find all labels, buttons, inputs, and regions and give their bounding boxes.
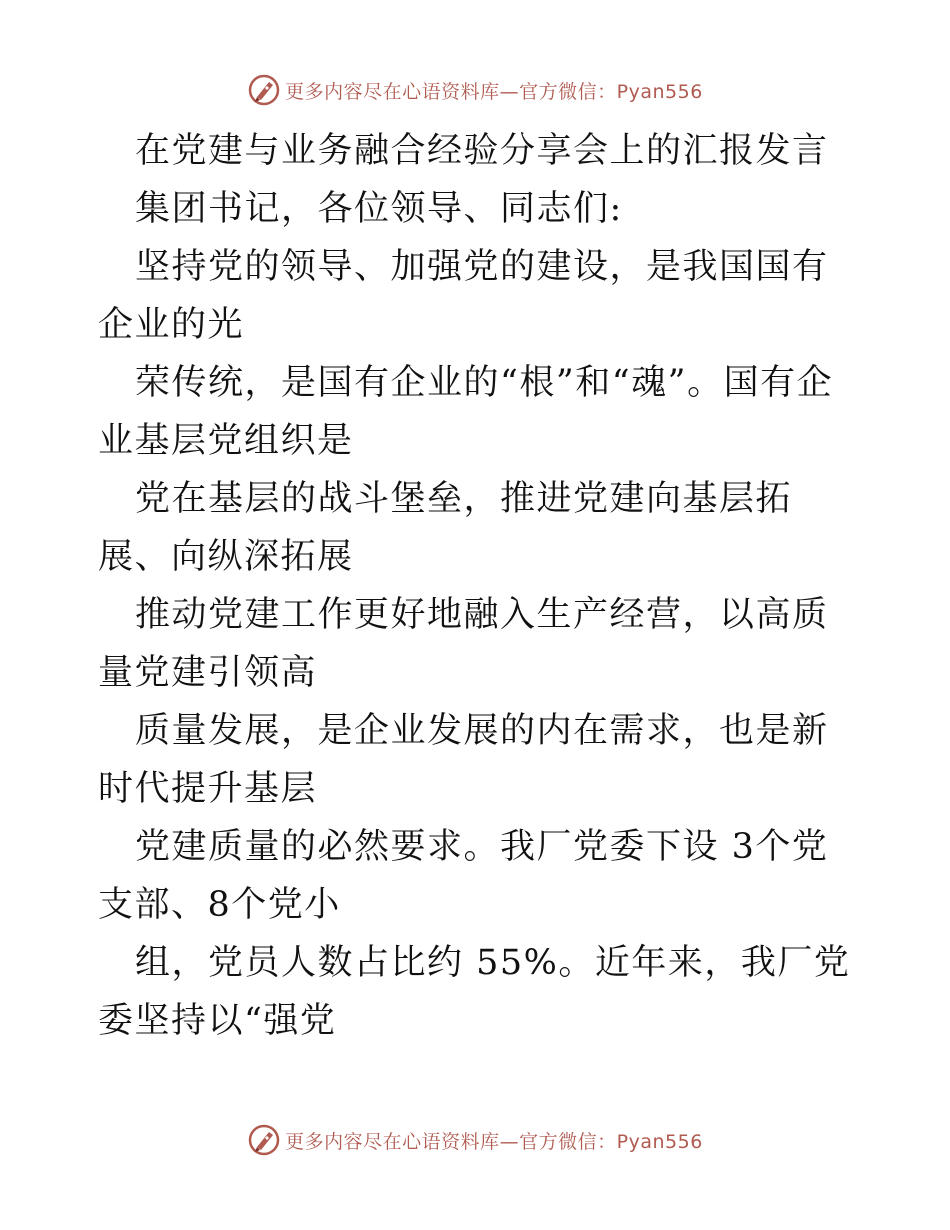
document-title: 在党建与业务融合经验分享会上的汇报发言 xyxy=(135,131,829,171)
paragraph: 推动党建工作更好地融入生产经营，以高质量党建引领高 xyxy=(98,595,829,693)
paragraph: 质量发展，是企业发展的内在需求，也是新时代提升基层 xyxy=(98,711,829,809)
footer-watermark xyxy=(0,1120,950,1160)
pen-logo-icon xyxy=(247,1123,281,1157)
paragraph: 党建质量的必然要求。我厂党委下设 3个党支部、8个党小 xyxy=(98,827,829,925)
header-watermark xyxy=(0,70,950,110)
document-body xyxy=(98,122,858,1050)
paragraph: 坚持党的领导、加强党的建设，是我国国有企业的光 xyxy=(98,247,829,345)
salutation: 集团书记，各位领导、同志们: xyxy=(135,189,623,229)
pen-logo-icon xyxy=(247,73,281,107)
watermark-text: 更多内容尽在心语资料库—官方微信：Pyan556 xyxy=(285,1130,703,1153)
paragraph: 组，党员人数占比约 55%。近年来，我厂党委坚持以“强党 xyxy=(98,943,851,1041)
watermark-text: 更多内容尽在心语资料库—官方微信：Pyan556 xyxy=(285,80,703,103)
paragraph: 荣传统，是国有企业的“根”和“魂”。国有企业基层党组织是 xyxy=(98,363,834,461)
paragraph: 党在基层的战斗堡垒，推进党建向基层拓展、向纵深拓展 xyxy=(98,479,793,577)
